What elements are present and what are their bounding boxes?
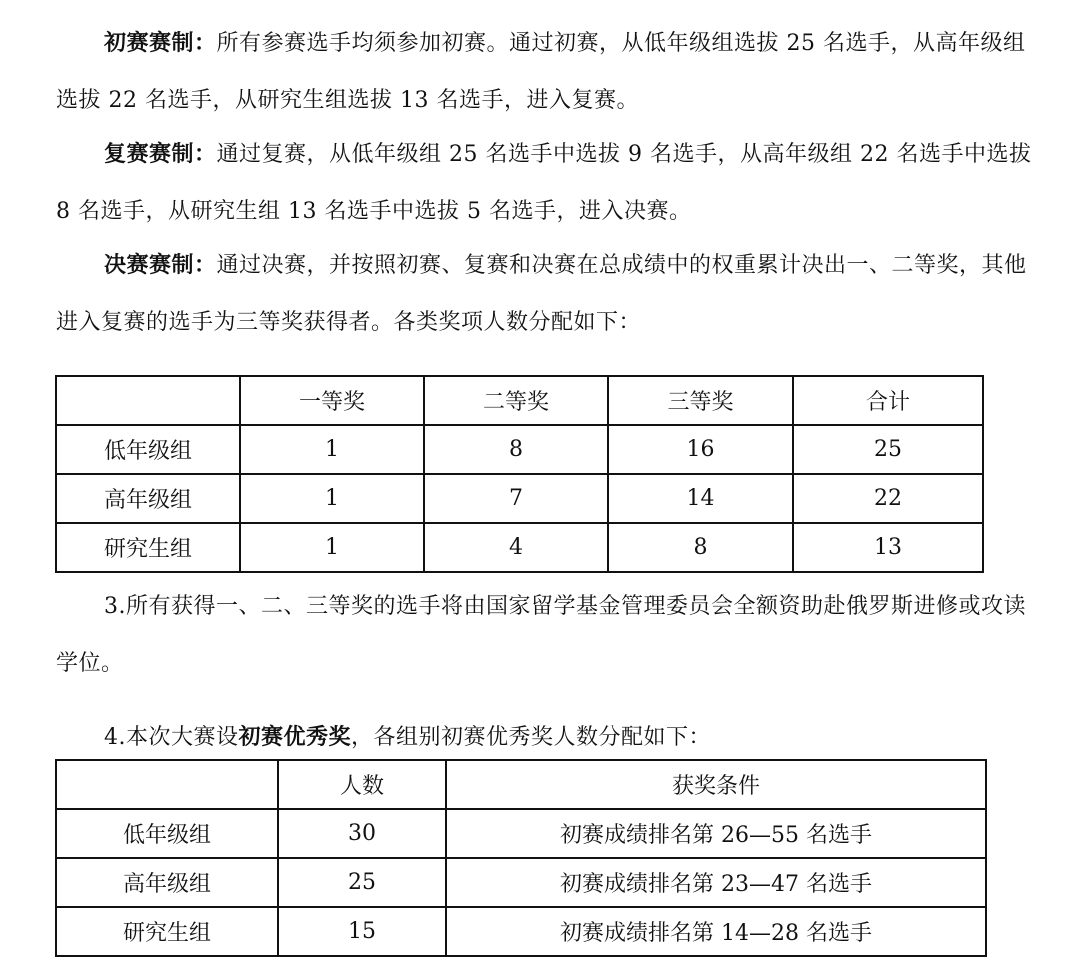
table-header-row: [56, 760, 986, 809]
excellence-table: [55, 759, 987, 957]
item3-text: 3.所有获得一、二、三等奖的选手将由国家留学基金管理委员会全额资助赴俄罗斯进修或攻读学位。: [56, 594, 1026, 676]
table-cell: 高年级组: [56, 474, 240, 523]
header-cell: 三等奖: [608, 376, 793, 425]
header-cell: [56, 376, 240, 425]
semifinal-text: 通过复赛，从低年级组 25 名选手中选拔 9 名选手，从高年级组 22 名选手中选拔 8 名选手，从研究生组 13 名选手中选拔 5 名选手，进入决赛。: [56, 142, 1032, 224]
final-paragraph: [56, 237, 1036, 351]
table-cell: 4: [424, 523, 608, 572]
prelim-text: 所有参赛选手均须参加初赛。通过初赛，从低年级组选拔 25 名选手，从高年级组选拔 22 名选手，从研究生组选拔 13 名选手，进入复赛。: [56, 31, 1026, 113]
semifinal-paragraph: [56, 126, 1036, 240]
table-row: [56, 907, 986, 956]
item3-paragraph: [56, 578, 1036, 692]
table-cell: 16: [608, 425, 793, 474]
item4-suffix: ，各组别初赛优秀奖人数分配如下：: [351, 725, 712, 750]
table-cell: 低年级组: [56, 809, 278, 858]
table-cell: 25: [278, 858, 446, 907]
table-cell: 8: [608, 523, 793, 572]
header-cell: 一等奖: [240, 376, 424, 425]
table-cell: 1: [240, 425, 424, 474]
table-row: [56, 809, 986, 858]
header-cell: [56, 760, 278, 809]
table-cell: 研究生组: [56, 523, 240, 572]
table-cell: 初赛成绩排名第 23—47 名选手: [446, 858, 986, 907]
item4-paragraph: [56, 709, 1036, 766]
table-cell: 研究生组: [56, 907, 278, 956]
table-cell: 低年级组: [56, 425, 240, 474]
header-cell: 二等奖: [424, 376, 608, 425]
prelim-paragraph: [56, 15, 1036, 129]
table-row: [56, 474, 983, 523]
table-header-row: [56, 376, 983, 425]
item4-prefix: 4.本次大赛设: [104, 725, 239, 750]
table-cell: 22: [793, 474, 983, 523]
table-cell: 14: [608, 474, 793, 523]
final-text: 通过决赛，并按照初赛、复赛和决赛在总成绩中的权重累计决出一、二等奖，其他进入复赛的选手为三等奖获得者。各类奖项人数分配如下：: [56, 253, 1027, 335]
table-cell: 初赛成绩排名第 14—28 名选手: [446, 907, 986, 956]
table-cell: 25: [793, 425, 983, 474]
table-cell: 13: [793, 523, 983, 572]
table-cell: 1: [240, 474, 424, 523]
table-cell: 初赛成绩排名第 26—55 名选手: [446, 809, 986, 858]
semifinal-title: 复赛赛制：: [104, 141, 217, 167]
header-cell: 合计: [793, 376, 983, 425]
item4-bold: 初赛优秀奖: [238, 724, 352, 750]
table-row: [56, 425, 983, 474]
prelim-title: 初赛赛制：: [104, 30, 217, 56]
table-row: [56, 523, 983, 572]
header-cell: 人数: [278, 760, 446, 809]
table-cell: 1: [240, 523, 424, 572]
table-cell: 7: [424, 474, 608, 523]
table-row: [56, 858, 986, 907]
table-cell: 15: [278, 907, 446, 956]
header-cell: 获奖条件: [446, 760, 986, 809]
final-title: 决赛赛制：: [104, 252, 217, 278]
table-cell: 高年级组: [56, 858, 278, 907]
table-cell: 8: [424, 425, 608, 474]
table-cell: 30: [278, 809, 446, 858]
awards-table: [55, 375, 984, 573]
